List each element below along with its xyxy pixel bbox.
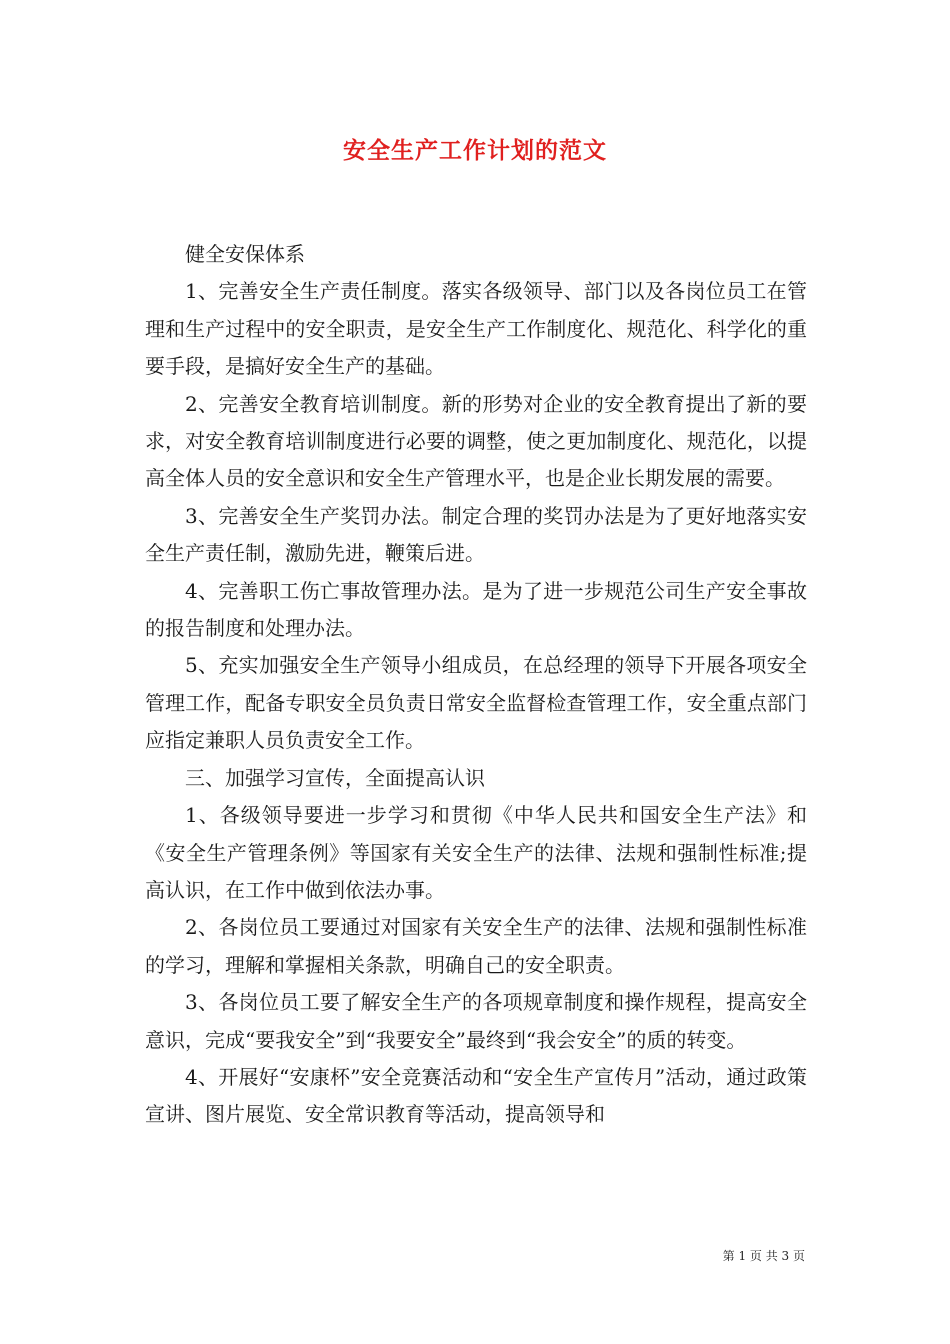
document-title: 安全生产工作计划的范文 [343,137,607,164]
section-heading: 三、加强学习宣传，全面提高认识 [185,765,485,790]
page-number: 第 1 页 共 3 页 [722,1249,805,1263]
paragraph: 1、完善安全生产责任制度。落实各级领导、部门以及各岗位员工在管理和生产过程中的安全职责，是安全生产工作制度化、规范化、科学化的重要手段，是搞好安全生产的基础。 [145,279,807,379]
paragraph: 5、充实加强安全生产领导小组成员，在总经理的领导下开展各项安全管理工作，配备专职安全员负责日常安全监督检查管理工作，安全重点部门应指定兼职人员负责安全工作。 [145,653,807,753]
paragraph: 4、开展好“安康杯”安全竞赛活动和“安全生产宣传月”活动，通过政策宣讲、图片展览、安全常识教育等活动，提高领导和 [145,1064,807,1127]
paragraph: 1、各级领导要进一步学习和贯彻《中华人民共和国安全生产法》和《安全生产管理条例》等国家有关安全生产的法律、法规和强制性标准;提高认识，在工作中做到依法办事。 [145,803,807,902]
paragraph: 健全安保体系 [185,242,305,266]
paragraph: 2、各岗位员工要通过对国家有关安全生产的法律、法规和强制性标准的学习，理解和掌握相关条款，明确自己的安全职责。 [145,915,807,977]
paragraph: 2、完善安全教育培训制度。新的形势对企业的安全教育提出了新的要求，对安全教育培训制度进行必要的调整，使之更加制度化、规范化，以提高全体人员的安全意识和安全生产管理水平，也是企业长期发展的需要。 [145,391,807,491]
paragraph: 4、完善职工伤亡事故管理办法。是为了进一步规范公司生产安全事故的报告制度和处理办法。 [145,578,807,641]
paragraph: 3、各岗位员工要了解安全生产的各项规章制度和操作规程，提高安全意识，完成“要我安全”到“我要安全”最终到“我会安全”的质的转变。 [145,990,807,1052]
document-body [145,236,807,1134]
paragraph: 3、完善安全生产奖罚办法。制定合理的奖罚办法是为了更好地落实安全生产责任制，激励先进，鞭策后进。 [145,503,807,566]
